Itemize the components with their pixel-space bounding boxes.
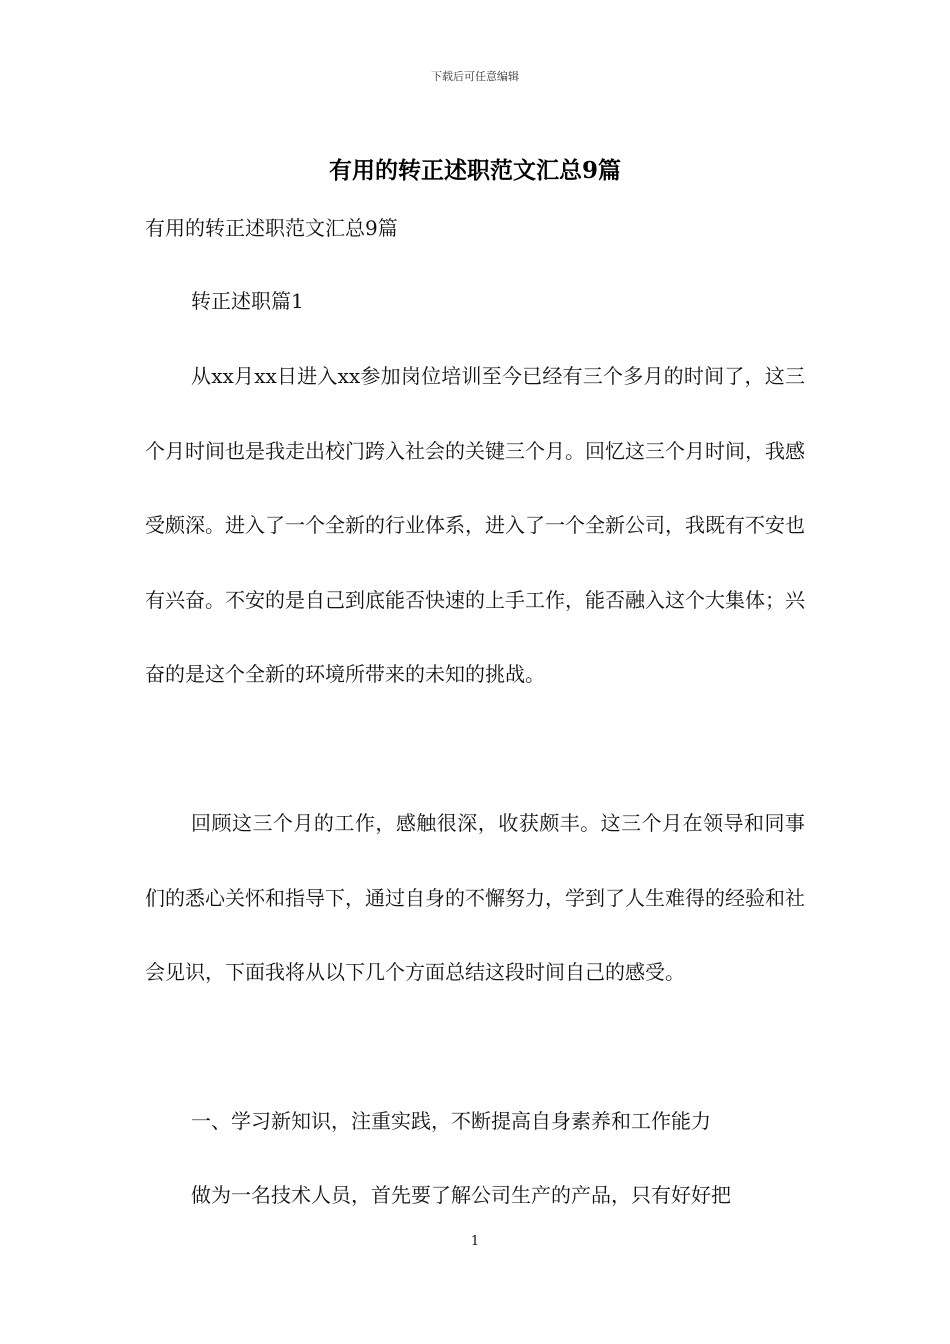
document-title: 有用的转正述职范文汇总9篇 (328, 157, 621, 184)
paragraph-1: 从xx月xx日进入xx参加岗位培训至今已经有三个多月的时间了，这三个月时间也是我走出校门跨入社会的关键三个月。回忆这三个月时间，我感受颇深。进入了一个全新的行业体系，进入了一个全新公司，我既有不安也有兴奋。不安的是自己到底能否快速的上手工作，能否融入这个大集体；兴奋的是这个全新的环境所带来的未知的挑战。 (145, 364, 805, 686)
header-note: 下载后可任意编辑 (431, 70, 519, 83)
paragraph-4: 做为一名技术人员，首先要了解公司生产的产品，只有好好把 (191, 1183, 731, 1207)
document-subtitle: 有用的转正述职范文汇总9篇 (145, 216, 398, 240)
section-heading: 转正述职篇1 (191, 289, 304, 313)
paragraph-3: 一、学习新知识，注重实践，不断提高自身素养和工作能力 (191, 1109, 711, 1133)
page-number: 1 (470, 1234, 480, 1249)
paragraph-2: 回顾这三个月的工作，感触很深，收获颇丰。这三个月在领导和同事们的悉心关怀和指导下，通过自身的不懈努力，学到了人生难得的经验和社会见识，下面我将从以下几个方面总结这段时间自己的感受。 (145, 811, 805, 984)
